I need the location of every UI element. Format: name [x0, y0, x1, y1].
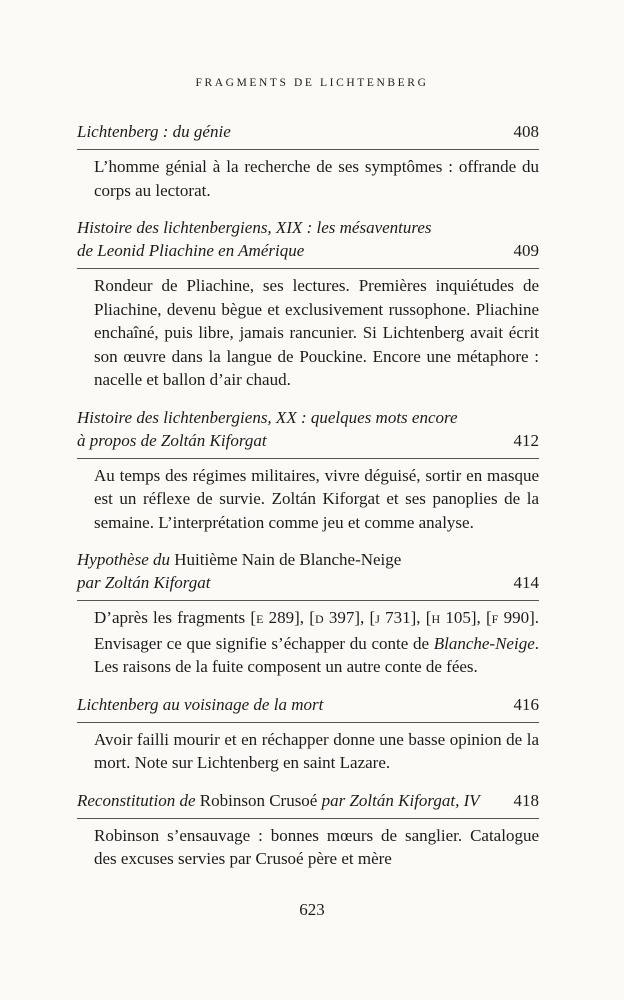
entry-title-row — [77, 216, 539, 269]
entry-title-row — [77, 693, 539, 723]
entry-title-line2: de Leonid Pliachine en Amérique — [77, 241, 305, 260]
entry-title — [77, 406, 497, 452]
description-text: 397], [ — [323, 608, 376, 627]
description-text: 731], [ — [379, 608, 432, 627]
description-text: 105], [ — [440, 608, 492, 627]
description-text: . Les raisons de la fuite composent un autre conte de fées. — [94, 633, 539, 676]
entry-page-number: 412 — [513, 430, 539, 450]
description-text: 990]. Envisager ce que signifie s’échapper du conte de — [94, 608, 540, 653]
description-text: D’après les fragments [ — [94, 608, 257, 627]
entry-title-line2: à propos de Zoltán Kiforgat — [77, 430, 267, 450]
page-number: 623 — [299, 900, 325, 919]
table-of-contents — [77, 120, 539, 885]
fragment-ref-letter: F — [491, 612, 499, 626]
fragment-ref-letter: E — [256, 612, 264, 626]
toc-entry — [77, 789, 539, 871]
description-text: 289], [ — [263, 608, 315, 627]
entry-title: Lichtenberg au voisinage de la mort — [77, 694, 324, 714]
entry-title — [77, 789, 497, 812]
entry-title-roman-part: Robinson Crusoé — [199, 790, 318, 810]
entry-title-row — [77, 406, 539, 459]
fragment-ref-letter: H — [431, 612, 441, 626]
toc-entry — [77, 216, 539, 392]
fragment-ref-letter: J — [375, 612, 380, 626]
entry-description: Robinson s’ensauvage : bonnes mœurs de sanglier. Catalogue des excuses servies par Crusoé père et mère — [94, 825, 539, 868]
entry-title-italic-part: Hypothèse du — [77, 550, 171, 569]
toc-entry — [77, 120, 539, 202]
entry-title-row — [77, 789, 539, 819]
entry-page-number: 414 — [513, 573, 539, 592]
entry-title: Lichtenberg : du génie — [77, 122, 231, 141]
fragment-ref-letter: D — [314, 612, 324, 626]
entry-title — [77, 216, 497, 262]
running-header: FRAGMENTS DE LICHTENBERG — [195, 77, 429, 89]
toc-entry — [77, 548, 539, 679]
entry-page-number: 418 — [513, 790, 539, 810]
entry-title-italic-part: par Zoltán Kiforgat, IV — [321, 790, 480, 810]
entry-description: Avoir failli mourir et en réchapper donne une basse opinion de la mort. Note sur Lichtenberg en saint Lazare. — [94, 729, 539, 772]
entry-title-roman-part: Huitième Nain de Blanche-Neige — [174, 550, 402, 569]
entry-description: Rondeur de Pliachine, ses lectures. Premières inquiétudes de Pliachine, devenu bègue et exclusivement russophone. Pliachine enchaîné, puis libre, jamais rancunier. Si Lichtenberg avait écrit son œuvre dans la langue de Pouckine. Encore une métaphore : nacelle et ballon d’air chaud. — [94, 276, 539, 389]
entry-page-number: 409 — [513, 241, 539, 260]
entry-title-line1: Histoire des lichtenbergiens, XIX : les mésaventures — [77, 218, 432, 237]
entry-title-line1: Histoire des lichtenbergiens, XX : quelques mots encore — [77, 407, 458, 427]
entry-title — [77, 548, 497, 594]
entry-description: Au temps des régimes militaires, vivre déguisé, sortir en masque est un réflexe de survie. Zoltán Kiforgat et ses panoplies de la semaine. L’interprétation comme jeu et comme analyse. — [94, 465, 539, 532]
entry-description: L’homme génial à la recherche de ses symptômes : offrande du corps au lectorat. — [94, 157, 539, 200]
entry-title-line2: par Zoltán Kiforgat — [77, 573, 211, 592]
entry-page-number: 416 — [513, 694, 539, 714]
entry-title-row — [77, 120, 539, 150]
entry-description — [94, 606, 539, 679]
entry-title-row — [77, 548, 539, 601]
toc-entry — [77, 406, 539, 535]
entry-page-number: 408 — [513, 122, 539, 141]
description-italic-text: Blanche-Neige — [433, 633, 535, 653]
entry-title-italic-part: Reconstitution de — [77, 790, 196, 810]
toc-entry — [77, 693, 539, 775]
